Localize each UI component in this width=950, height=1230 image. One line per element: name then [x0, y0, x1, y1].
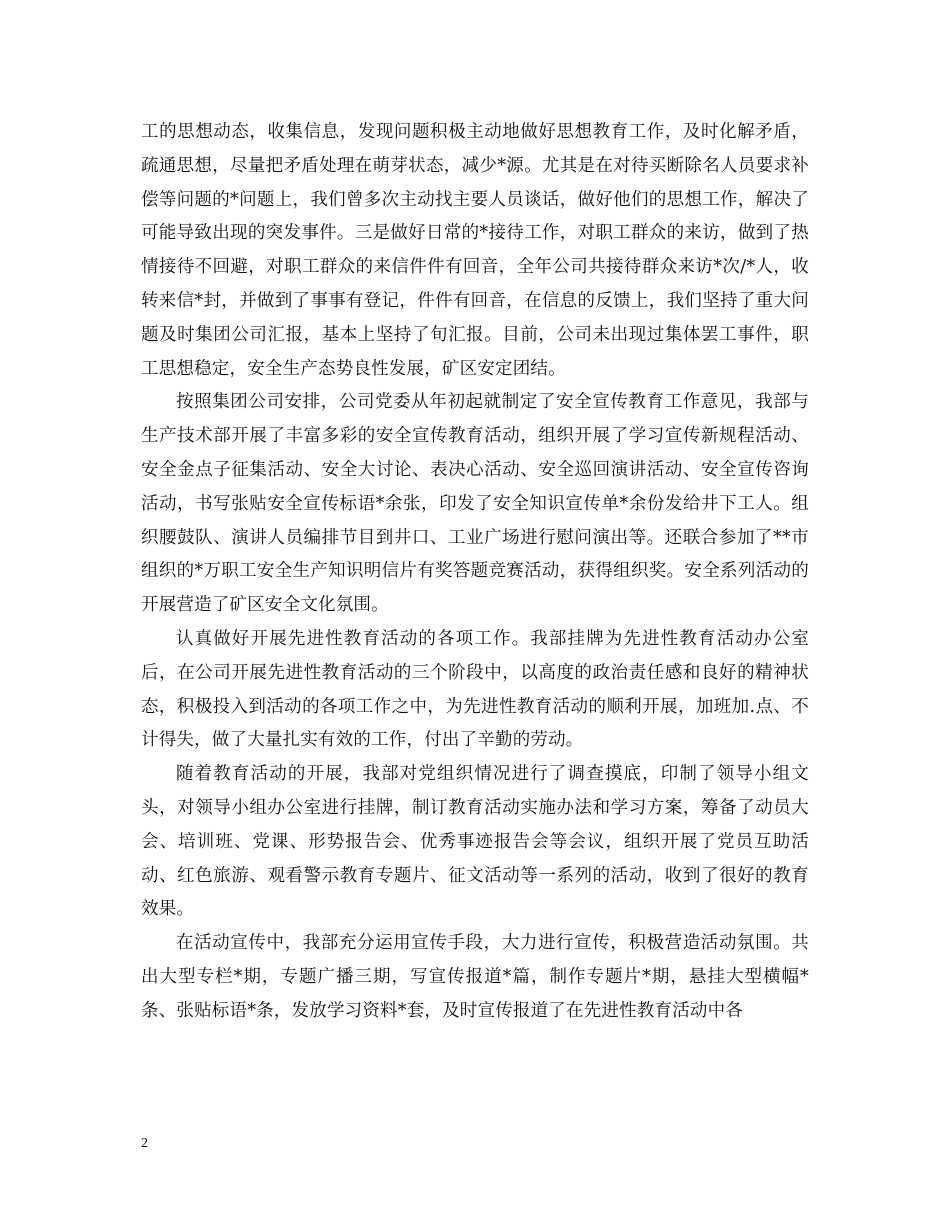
paragraph-5: 在活动宣传中，我部充分运用宣传手段，大力进行宣传，积极营造活动氛围。共出大型专栏*期，专题广播三期，写宣传报道*篇，制作专题片*期，悬挂大型横幅*条、张贴标语*条，发放学习资料*套，及时宣传报道了在先进性教育活动中各 [141, 933, 809, 1021]
paragraph-3: 认真做好开展先进性教育活动的各项工作。我部挂牌为先进性教育活动办公室后，在公司开展先进性教育活动的三个阶段中，以高度的政治责任感和良好的精神状态，积极投入到活动的各项工作之中，为先进性教育活动的顺利开展，加班加.点、不计得失，做了大量扎实有效的工作，付出了辛勤的劳动。 [141, 628, 809, 751]
paragraph-4: 随着教育活动的开展，我部对党组织情况进行了调查摸底，印制了领导小组文头，对领导小组办公室进行挂牌，制订教育活动实施办法和学习方案，筹备了动员大会、培训班、党课、形势报告会、优秀事迹报告会等会议，组织开展了党员互助活动、红色旅游、观看警示教育专题片、征文活动等一系列的活动，收到了很好的教育效果。 [141, 764, 809, 920]
page-number: 2 [141, 1136, 148, 1151]
paragraph-1: 工的思想动态，收集信息，发现问题积极主动地做好思想教育工作，及时化解矛盾，疏通思想，尽量把矛盾处理在萌芽状态，减少*源。尤其是在对待买断除名人员要求补偿等问题的*问题上，我们曾多次主动找主要人员谈话，做好他们的思想工作，解决了可能导致出现的突发事件。三是做好日常的*接待工作，对职工群众的来访，做到了热情接待不回避，对职工群众的来信件件有回音，全年公司共接待群众来访*次/*人，收转来信*封，并做到了事事有登记，件件有回音，在信息的反馈上，我们坚持了重大问题及时集团公司汇报，基本上坚持了旬汇报。目前，公司未出现过集体罢工事件，职工思想稳定，安全生产态势良性发展，矿区安定团结。 [141, 122, 809, 379]
document-body [141, 116, 809, 1029]
paragraph-2: 按照集团公司安排，公司党委从年初起就制定了安全宣传教育工作意见，我部与生产技术部开展了丰富多彩的安全宣传教育活动，组织开展了学习宣传新规程活动、安全金点子征集活动、安全大讨论、表决心活动、安全巡回演讲活动、安全宣传咨询活动，书写张贴安全宣传标语*余张，印发了安全知识宣传单*余份发给井下工人。组织腰鼓队、演讲人员编排节目到井口、工业广场进行慰问演出等。还联合参加了**市组织的*万职工安全生产知识明信片有奖答题竞赛活动，获得组织奖。安全系列活动的开展营造了矿区安全文化氛围。 [141, 392, 809, 616]
